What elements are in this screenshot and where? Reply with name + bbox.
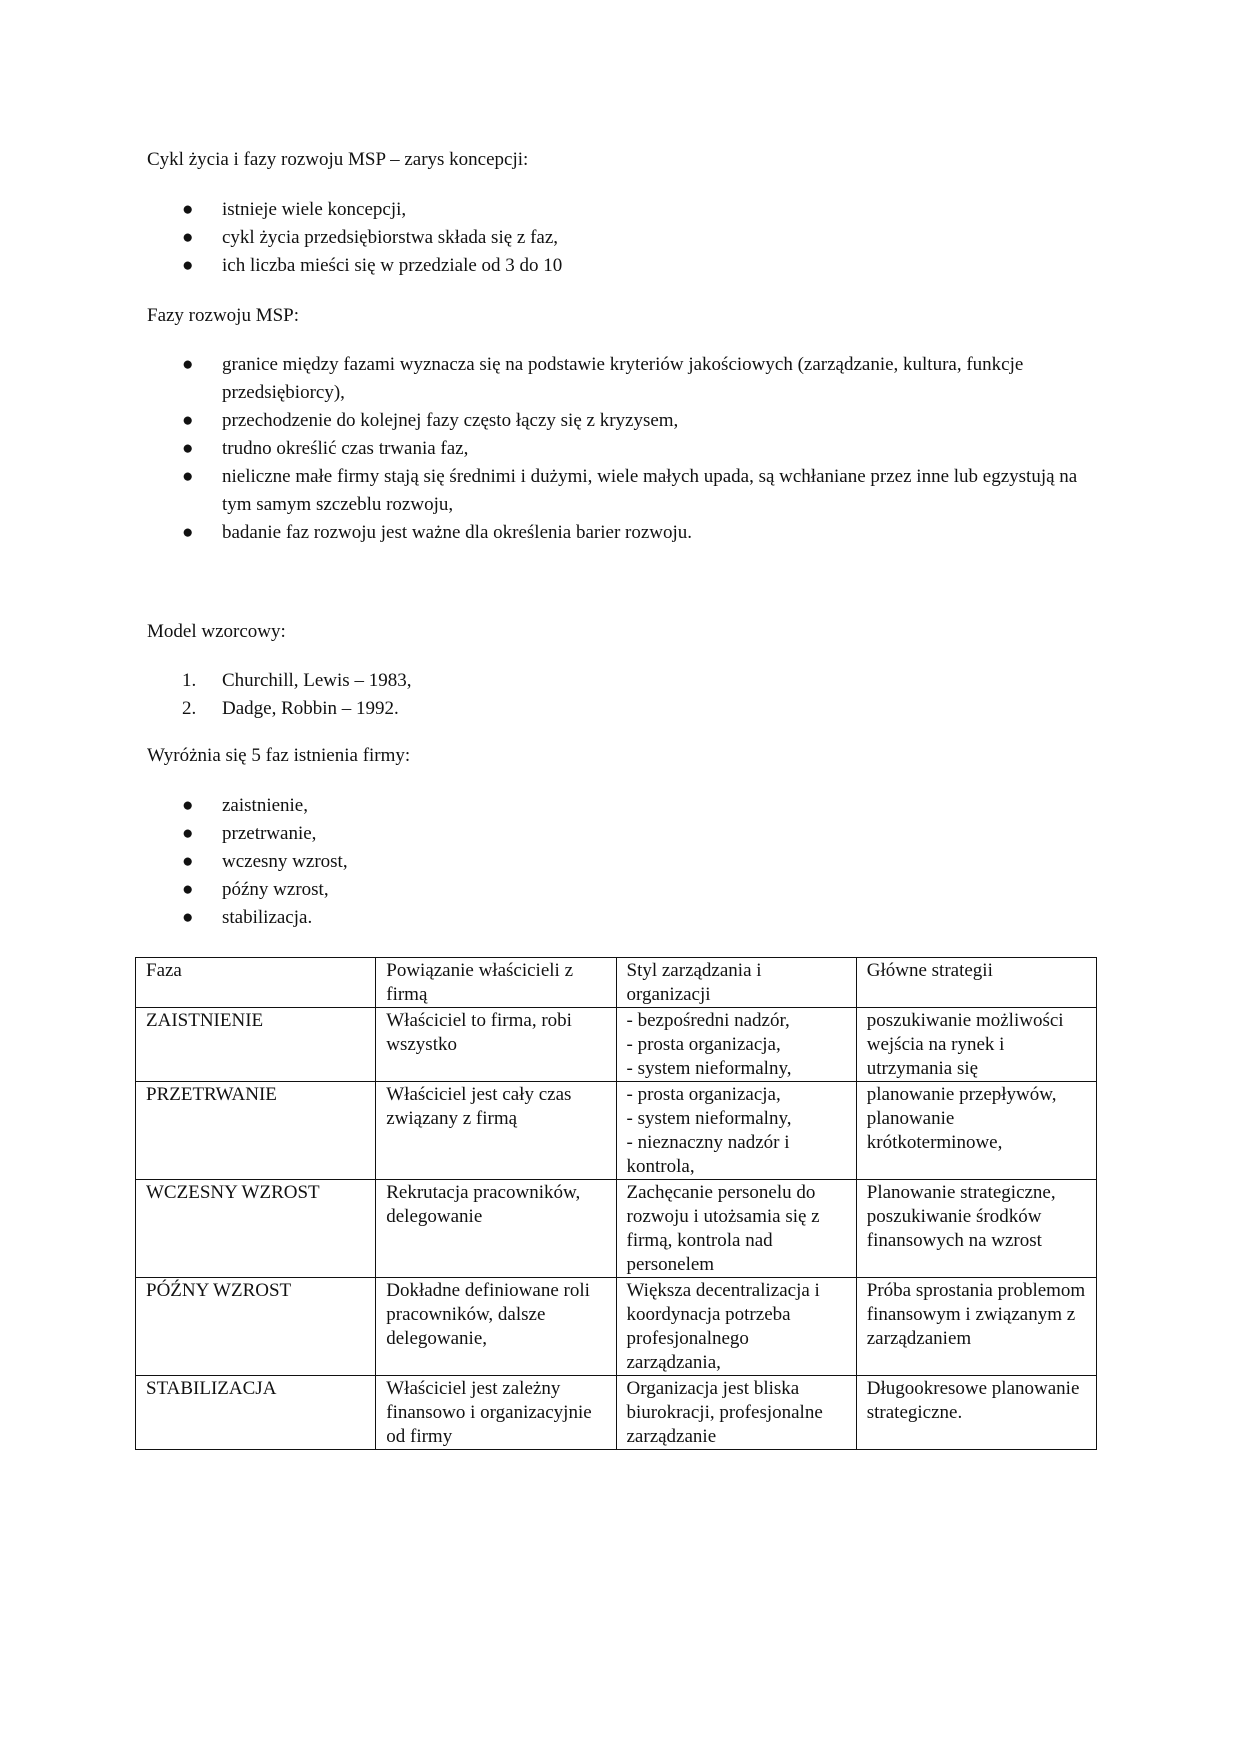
- list-item: ● istnieje wiele koncepcji,: [147, 196, 1102, 224]
- list-item: ● badanie faz rozwoju jest ważne dla określenia barier rozwoju.: [147, 519, 1102, 547]
- phases-heading: Fazy rozwoju MSP:: [147, 305, 299, 326]
- header-cell: Powiązanie właścicieli z firmą: [376, 958, 616, 1008]
- table-row: [136, 1278, 1097, 1376]
- ownership-cell: Właściciel to firma, robi wszystko: [376, 1008, 616, 1082]
- bullet-icon: ●: [182, 522, 194, 543]
- list-item: ● nieliczne małe firmy stają się średnimi i dużymi, wiele małych upada, są wchłaniane przez inne lub egzystują na tym samym szczeblu rozwoju,: [147, 463, 1102, 519]
- ownership-cell: Właściciel jest cały czas związany z firmą: [376, 1082, 616, 1180]
- header-cell: Faza: [136, 958, 376, 1008]
- list-item: 2. Dadge, Robbin – 1992.: [182, 698, 399, 719]
- bullet-icon: ●: [182, 255, 194, 276]
- strategy-cell: planowanie przepływów, planowanie krótkoterminowe,: [856, 1082, 1096, 1180]
- table-row: [136, 1376, 1097, 1450]
- list-item: ● przechodzenie do kolejnej fazy często łączy się z kryzysem,: [147, 407, 1102, 435]
- model-list: [147, 667, 1102, 723]
- ownership-cell: Właściciel jest zależny finansowo i organizacyjnie od firmy: [376, 1376, 616, 1450]
- phase-cell: PÓŹNY WZROST: [136, 1278, 376, 1376]
- bullet-icon: ●: [182, 410, 194, 431]
- style-cell: Zachęcanie personelu do rozwoju i utożsamia się z firmą, kontrola nad personelem: [616, 1180, 856, 1278]
- list-item: ● zaistnienie,: [147, 792, 1102, 820]
- strategy-cell: Długookresowe planowanie strategiczne.: [856, 1376, 1096, 1450]
- bullet-icon: ●: [182, 227, 194, 248]
- list-item: ● późny wzrost,: [147, 876, 1102, 904]
- list-item: ● przetrwanie,: [147, 820, 1102, 848]
- header-cell: Główne strategii: [856, 958, 1096, 1008]
- model-heading: Model wzorcowy:: [147, 621, 286, 642]
- list-item: ● wczesny wzrost,: [147, 848, 1102, 876]
- bullet-icon: ●: [182, 907, 194, 928]
- strategy-cell: poszukiwanie możliwości wejścia na rynek i utrzymania się: [856, 1008, 1096, 1082]
- strategy-cell: Próba sprostania problemom finansowym i związanym z zarządzaniem: [856, 1278, 1096, 1376]
- style-cell: - bezpośredni nadzór, - prosta organizacja, - system nieformalny,: [616, 1008, 856, 1082]
- phase-cell: WCZESNY WZROST: [136, 1180, 376, 1278]
- table-header-row: [136, 958, 1097, 1008]
- bullet-icon: ●: [182, 438, 194, 459]
- bullet-icon: ●: [182, 823, 194, 844]
- phases-table: [135, 957, 1097, 1450]
- bullet-icon: ●: [182, 851, 194, 872]
- phase-cell: PRZETRWANIE: [136, 1082, 376, 1180]
- intro-list: [147, 196, 1102, 280]
- header-cell: Styl zarządzania i organizacji: [616, 958, 856, 1008]
- ownership-cell: Rekrutacja pracowników, delegowanie: [376, 1180, 616, 1278]
- phase-cell: STABILIZACJA: [136, 1376, 376, 1450]
- list-item: ● stabilizacja.: [147, 904, 1102, 932]
- style-cell: Organizacja jest bliska biurokracji, profesjonalne zarządzanie: [616, 1376, 856, 1450]
- table-row: [136, 1082, 1097, 1180]
- list-item: ● cykl życia przedsiębiorstwa składa się z faz,: [147, 224, 1102, 252]
- list-item: ● trudno określić czas trwania faz,: [147, 435, 1102, 463]
- style-cell: - prosta organizacja, - system nieformalny, - nieznaczny nadzór i kontrola,: [616, 1082, 856, 1180]
- phase-cell: ZAISTNIENIE: [136, 1008, 376, 1082]
- list-item: ● granice między fazami wyznacza się na podstawie kryteriów jakościowych (zarządzanie, kultura, funkcje przedsiębiorcy),: [147, 351, 1102, 407]
- strategy-cell: Planowanie strategiczne, poszukiwanie środków finansowych na wzrost: [856, 1180, 1096, 1278]
- table-row: [136, 1008, 1097, 1082]
- bullet-icon: ●: [182, 879, 194, 900]
- phases-list: [147, 351, 1102, 547]
- five-phases-heading: Wyróżnia się 5 faz istnienia firmy:: [147, 745, 411, 766]
- list-item: 1. Churchill, Lewis – 1983,: [182, 670, 412, 691]
- bullet-icon: ●: [182, 354, 194, 375]
- bullet-icon: ●: [182, 795, 194, 816]
- table-row: [136, 1180, 1097, 1278]
- style-cell: Większa decentralizacja i koordynacja potrzeba profesjonalnego zarządzania,: [616, 1278, 856, 1376]
- five-phases-list: [147, 792, 1102, 932]
- intro-heading: Cykl życia i fazy rozwoju MSP – zarys koncepcji:: [147, 149, 529, 170]
- bullet-icon: ●: [182, 199, 194, 220]
- list-item: ● ich liczba mieści się w przedziale od 3 do 10: [147, 252, 1102, 280]
- ownership-cell: Dokładne definiowane roli pracowników, dalsze delegowanie,: [376, 1278, 616, 1376]
- bullet-icon: ●: [182, 466, 194, 487]
